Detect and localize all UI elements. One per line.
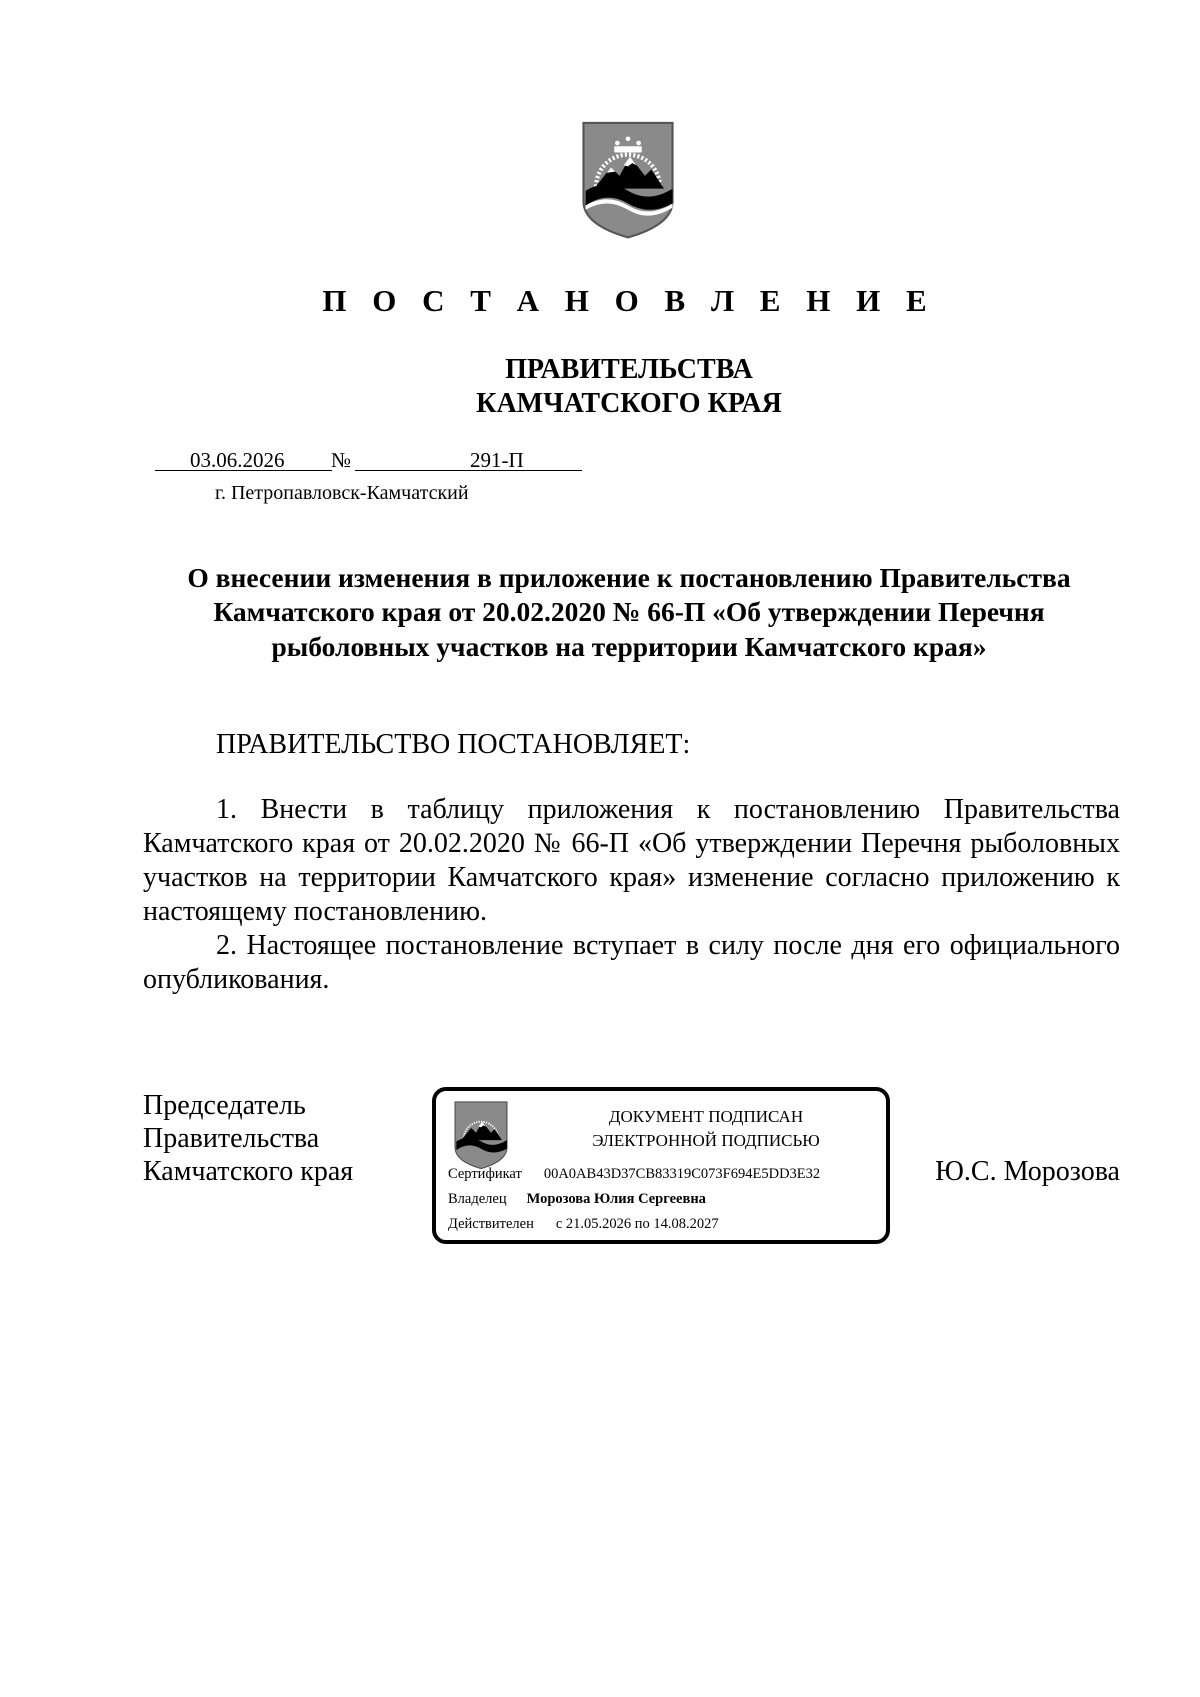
- valid-label: Действителен: [448, 1216, 534, 1232]
- registration-number: 291-П: [470, 448, 524, 472]
- body-paragraph-line: опубликования.: [143, 964, 330, 995]
- signer-position-line-2: Правительства: [143, 1123, 320, 1154]
- owner-label: Владелец: [448, 1191, 507, 1207]
- body-paragraph-line: Камчатского края от 20.02.2020 № 66-П «Об утверждении Перечня рыболовных: [143, 828, 1120, 859]
- number-sign: №: [331, 448, 352, 472]
- certificate-value: 00A0AB43D37CB83319C073F694E5DD3E32: [543, 1166, 821, 1182]
- kamchatka-coat-of-arms-icon: [575, 113, 681, 243]
- body-paragraph-line: участков на территории Камчатского края» изменение согласно приложению к: [143, 862, 1120, 893]
- certificate-label: Сертификат: [448, 1166, 522, 1182]
- number-underline: [355, 470, 582, 471]
- electronic-signature-stamp: [432, 1087, 890, 1244]
- stamp-header-line-2: ЭЛЕКТРОННОЙ ПОДПИСЬЮ: [592, 1131, 820, 1150]
- owner-value: Морозова Юлия Сергеевна: [526, 1191, 706, 1207]
- signer-position-line-3: Камчатского края: [143, 1156, 354, 1187]
- city-name: г. Петропавловск-Камчатский: [215, 482, 469, 504]
- signer-name: Ю.С. Морозова: [935, 1156, 1120, 1187]
- stamp-owner-row: [448, 1191, 706, 1208]
- issuer-line-2: КАМЧАТСКОГО КРАЯ: [476, 388, 782, 419]
- decree-statement: ПРАВИТЕЛЬСТВО ПОСТАНОВЛЯЕТ:: [216, 729, 691, 760]
- document-title-line-1: О внесении изменения в приложение к постановлению Правительства: [187, 562, 1071, 593]
- stamp-validity-row: [448, 1216, 719, 1233]
- valid-value: с 21.05.2026 по 14.08.2027: [555, 1216, 719, 1232]
- body-paragraph-line: настоящему постановлению.: [143, 896, 487, 927]
- body-paragraph-line: 1. Внести в таблицу приложения к постановлению Правительства: [216, 794, 1120, 825]
- body-paragraph-line: 2. Настоящее постановление вступает в силу после дня его официального: [216, 930, 1120, 961]
- registration-date: 03.06.2026: [190, 448, 285, 472]
- signer-position-line-1: Председатель: [143, 1090, 306, 1121]
- document-title-line-3: рыболовных участков на территории Камчатского края»: [271, 631, 987, 662]
- document-type-heading: П О С Т А Н О В Л Е Н И Е: [322, 283, 936, 318]
- stamp-header-line-1: ДОКУМЕНТ ПОДПИСАН: [608, 1107, 804, 1126]
- stamp-certificate-row: [448, 1166, 820, 1183]
- document-title-line-2: Камчатского края от 20.02.2020 № 66-П «Об утверждении Перечня: [213, 596, 1045, 627]
- issuer-line-1: ПРАВИТЕЛЬСТВА: [505, 354, 753, 385]
- stamp-coat-of-arms-icon: [450, 1097, 512, 1171]
